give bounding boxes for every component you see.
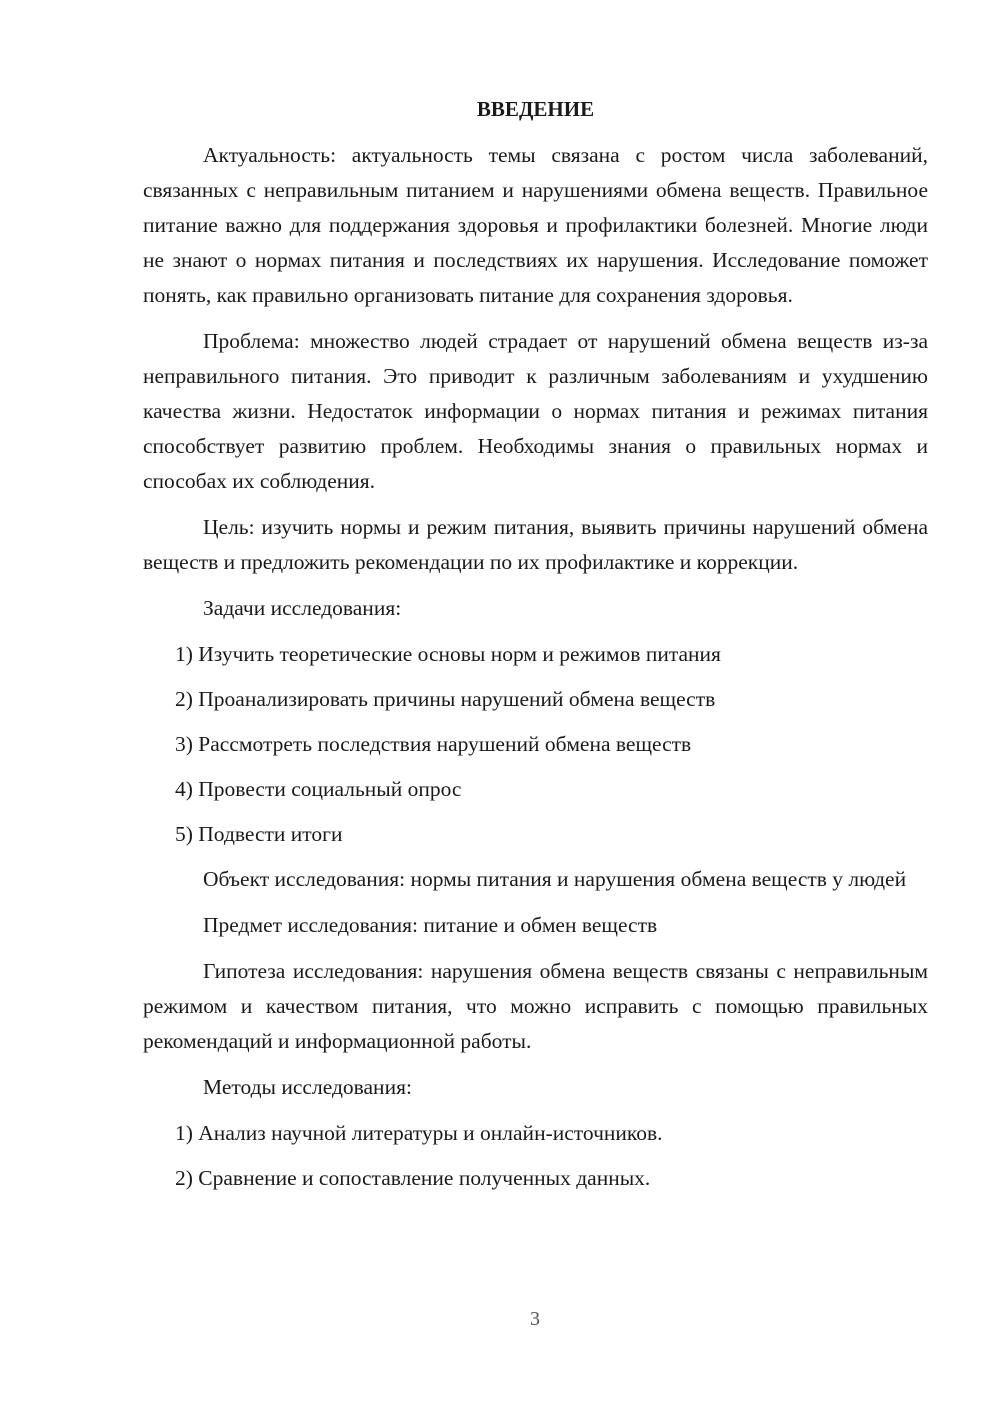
list-item: 1) Изучить теоретические основы норм и режимов питания [175,642,721,666]
methods-heading: Методы исследования: [203,1075,412,1099]
hypothesis-paragraph: Гипотеза исследования: нарушения обмена веществ связаны с неправильным режимом и качеством питания, что можно исправить с помощью правильных рекомендаций и информационной работы. [143,959,928,1053]
goal-paragraph: Цель: изучить нормы и режим питания, выявить причины нарушений обмена веществ и предложить рекомендации по их профилактике и коррекции. [143,515,928,574]
list-item: 2) Проанализировать причины нарушений обмена веществ [175,687,716,711]
subject-paragraph: Предмет исследования: питание и обмен веществ [203,913,658,937]
list-item: 4) Провести социальный опрос [175,777,462,801]
page-content [143,92,928,1206]
tasks-list [143,637,928,852]
list-item: 2) Сравнение и сопоставление полученных данных. [175,1166,651,1190]
problem-paragraph: Проблема: множество людей страдает от нарушений обмена веществ из-за неправильного питания. Это приводит к различным заболеваниям и ухудшению качества жизни. Недостаток информации о нормах питания и режимах питания способствует развитию проблем. Необходимы знания о правильных нормах и способах их соблюдения. [143,329,928,493]
page-title: ВВЕДЕНИЕ [476,97,595,121]
list-item: 1) Анализ научной литературы и онлайн-источников. [175,1121,663,1145]
list-item: 3) Рассмотреть последствия нарушений обмена веществ [175,732,692,756]
object-paragraph: Объект исследования: нормы питания и нарушения обмена веществ у людей [203,867,907,891]
relevance-paragraph: Актуальность: актуальность темы связана с ростом числа заболеваний, связанных с неправильным питанием и нарушениями обмена веществ. Правильное питание важно для поддержания здоровья и профилактики болезней. Многие люди не знают о нормах питания и последствиях их нарушения. Исследование поможет понять, как правильно организовать питание для сохранения здоровья. [143,143,928,307]
list-item: 5) Подвести итоги [175,822,343,846]
page-number: 3 [530,1308,540,1330]
tasks-heading: Задачи исследования: [203,596,402,620]
methods-list [143,1116,928,1196]
